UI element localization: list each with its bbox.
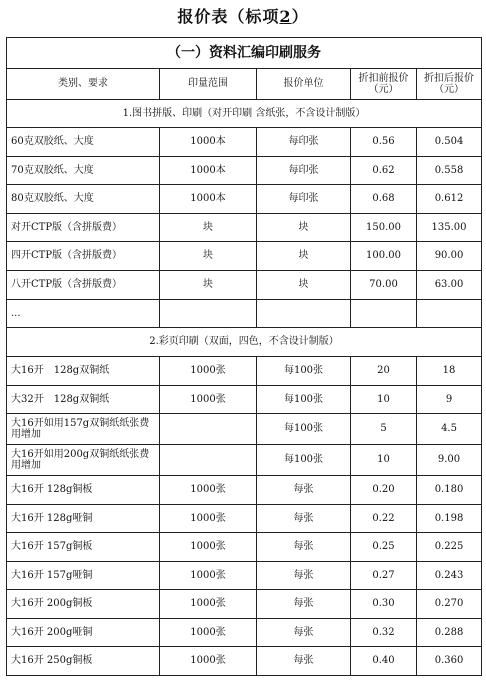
item-cell: 大32开 128g双铜纸 xyxy=(7,385,160,414)
price-after-cell: 0.612 xyxy=(417,185,482,214)
table-row xyxy=(7,590,482,619)
range-cell: 1000张 xyxy=(160,476,257,505)
range-cell: 1000张 xyxy=(160,504,257,533)
unit-cell: 每印张 xyxy=(257,128,351,157)
price-before-cell: 5 xyxy=(351,414,417,445)
unit-cell: 每张 xyxy=(257,618,351,647)
item-cell: 大16开 200g哑铜 xyxy=(7,618,160,647)
unit-cell: 每100张 xyxy=(257,445,351,476)
price-after-cell: 0.504 xyxy=(417,128,482,157)
price-after-cell xyxy=(417,299,482,328)
price-after-cell: 0.558 xyxy=(417,156,482,185)
price-before-cell: 0.25 xyxy=(351,533,417,562)
group-row-books xyxy=(7,100,482,128)
unit-cell: 每张 xyxy=(257,504,351,533)
range-cell xyxy=(160,299,257,328)
item-cell: 70克双胶纸、大度 xyxy=(7,156,160,185)
price-before-cell: 100.00 xyxy=(351,242,417,271)
price-before-cell: 150.00 xyxy=(351,213,417,242)
item-cell: 对开CTP版（含拼版费） xyxy=(7,213,160,242)
item-cell: 大16开 157g铜板 xyxy=(7,533,160,562)
price-after-cell: 0.270 xyxy=(417,590,482,619)
unit-cell: 块 xyxy=(257,242,351,271)
table-row xyxy=(7,533,482,562)
price-after-cell: 18 xyxy=(417,357,482,386)
price-before-cell: 20 xyxy=(351,357,417,386)
unit-cell: 每张 xyxy=(257,476,351,505)
price-after-cell: 63.00 xyxy=(417,270,482,299)
item-cell: 大16开如用200g双铜纸纸张费用增加 xyxy=(7,445,160,476)
range-cell: 1000本 xyxy=(160,156,257,185)
range-cell: 1000张 xyxy=(160,618,257,647)
table-row xyxy=(7,213,482,242)
column-header-row xyxy=(7,69,482,100)
price-before-cell: 0.27 xyxy=(351,561,417,590)
price-after-cell: 0.180 xyxy=(417,476,482,505)
unit-cell: 块 xyxy=(257,270,351,299)
table-row xyxy=(7,445,482,476)
unit-cell: 每张 xyxy=(257,590,351,619)
unit-cell: 每张 xyxy=(257,647,351,676)
range-cell: 1000张 xyxy=(160,647,257,676)
unit-cell: 每印张 xyxy=(257,185,351,214)
price-before-cell: 0.68 xyxy=(351,185,417,214)
item-cell: 大16开 157g哑铜 xyxy=(7,561,160,590)
price-before-cell: 0.20 xyxy=(351,476,417,505)
item-cell: 大16开如用157g双铜纸纸张费用增加 xyxy=(7,414,160,445)
table-row xyxy=(7,476,482,505)
price-after-cell: 0.288 xyxy=(417,618,482,647)
price-before-cell: 10 xyxy=(351,385,417,414)
item-cell: 大16开 250g铜板 xyxy=(7,647,160,676)
section-title: （一）资料汇编印刷服务 xyxy=(7,38,482,69)
range-cell: 1000本 xyxy=(160,185,257,214)
group-title-color-pages: 2.彩页印刷（双面，四色，不含设计制版） xyxy=(7,328,482,357)
col-header-category: 类别、要求 xyxy=(7,69,160,100)
price-before-cell: 0.22 xyxy=(351,504,417,533)
group-row-color-pages xyxy=(7,328,482,357)
unit-cell: 块 xyxy=(257,213,351,242)
price-after-cell: 9 xyxy=(417,385,482,414)
document-title xyxy=(0,4,486,27)
unit-cell: 每100张 xyxy=(257,385,351,414)
unit-cell: 每100张 xyxy=(257,357,351,386)
group-title-books: 1.图书拼版、印刷（对开印刷 含纸张，不含设计制版） xyxy=(7,100,482,128)
range-cell: 1000张 xyxy=(160,561,257,590)
price-after-cell: 0.360 xyxy=(417,647,482,676)
price-before-cell: 0.62 xyxy=(351,156,417,185)
table-row xyxy=(7,185,482,214)
section-header-row xyxy=(7,38,482,69)
item-cell: 八开CTP版（含拼版费） xyxy=(7,270,160,299)
table-row xyxy=(7,561,482,590)
price-after-cell: 0.225 xyxy=(417,533,482,562)
unit-cell: 每张 xyxy=(257,533,351,562)
price-before-cell: 0.30 xyxy=(351,590,417,619)
range-cell: 1000张 xyxy=(160,357,257,386)
table-row xyxy=(7,357,482,386)
range-cell: 1000张 xyxy=(160,385,257,414)
price-after-cell: 0.198 xyxy=(417,504,482,533)
range-cell: 块 xyxy=(160,242,257,271)
price-after-cell: 0.243 xyxy=(417,561,482,590)
table-row xyxy=(7,647,482,676)
range-cell: 1000本 xyxy=(160,128,257,157)
table-row xyxy=(7,242,482,271)
price-table xyxy=(6,37,482,676)
col-header-range: 印量范围 xyxy=(160,69,257,100)
unit-cell: 每张 xyxy=(257,561,351,590)
price-after-cell: 4.5 xyxy=(417,414,482,445)
range-cell: 块 xyxy=(160,270,257,299)
table-row xyxy=(7,414,482,445)
item-cell: 80克双胶纸、大度 xyxy=(7,185,160,214)
table-row xyxy=(7,270,482,299)
price-before-cell: 70.00 xyxy=(351,270,417,299)
table-row xyxy=(7,385,482,414)
range-cell: 1000张 xyxy=(160,533,257,562)
range-cell: 1000张 xyxy=(160,590,257,619)
unit-cell: 每100张 xyxy=(257,414,351,445)
table-row xyxy=(7,618,482,647)
price-after-cell: 9.00 xyxy=(417,445,482,476)
price-after-cell: 90.00 xyxy=(417,242,482,271)
price-before-cell: 10 xyxy=(351,445,417,476)
title-suffix: ） xyxy=(291,7,309,26)
price-before-cell: 0.40 xyxy=(351,647,417,676)
title-prefix: 报价表（标项 xyxy=(177,7,280,26)
table-row xyxy=(7,156,482,185)
price-after-cell: 135.00 xyxy=(417,213,482,242)
col-header-price-after: 折扣后报价（元） xyxy=(417,69,482,100)
unit-cell xyxy=(257,299,351,328)
col-header-price-before: 折扣前报价（元） xyxy=(351,69,417,100)
item-cell: ... xyxy=(7,299,160,328)
price-before-cell xyxy=(351,299,417,328)
range-cell: 块 xyxy=(160,213,257,242)
item-cell: 大16开 128g哑铜 xyxy=(7,504,160,533)
price-before-cell: 0.56 xyxy=(351,128,417,157)
item-cell: 大16开 128g双铜纸 xyxy=(7,357,160,386)
item-cell: 大16开 200g铜板 xyxy=(7,590,160,619)
col-header-unit: 报价单位 xyxy=(257,69,351,100)
unit-cell: 每印张 xyxy=(257,156,351,185)
item-cell: 大16开 128g铜板 xyxy=(7,476,160,505)
table-row xyxy=(7,504,482,533)
range-cell xyxy=(160,414,257,445)
item-cell: 60克双胶纸、大度 xyxy=(7,128,160,157)
price-before-cell: 0.32 xyxy=(351,618,417,647)
item-cell: 四开CTP版（含拼版费） xyxy=(7,242,160,271)
title-number: 2 xyxy=(279,7,292,26)
table-row xyxy=(7,128,482,157)
range-cell xyxy=(160,445,257,476)
table-row xyxy=(7,299,482,328)
